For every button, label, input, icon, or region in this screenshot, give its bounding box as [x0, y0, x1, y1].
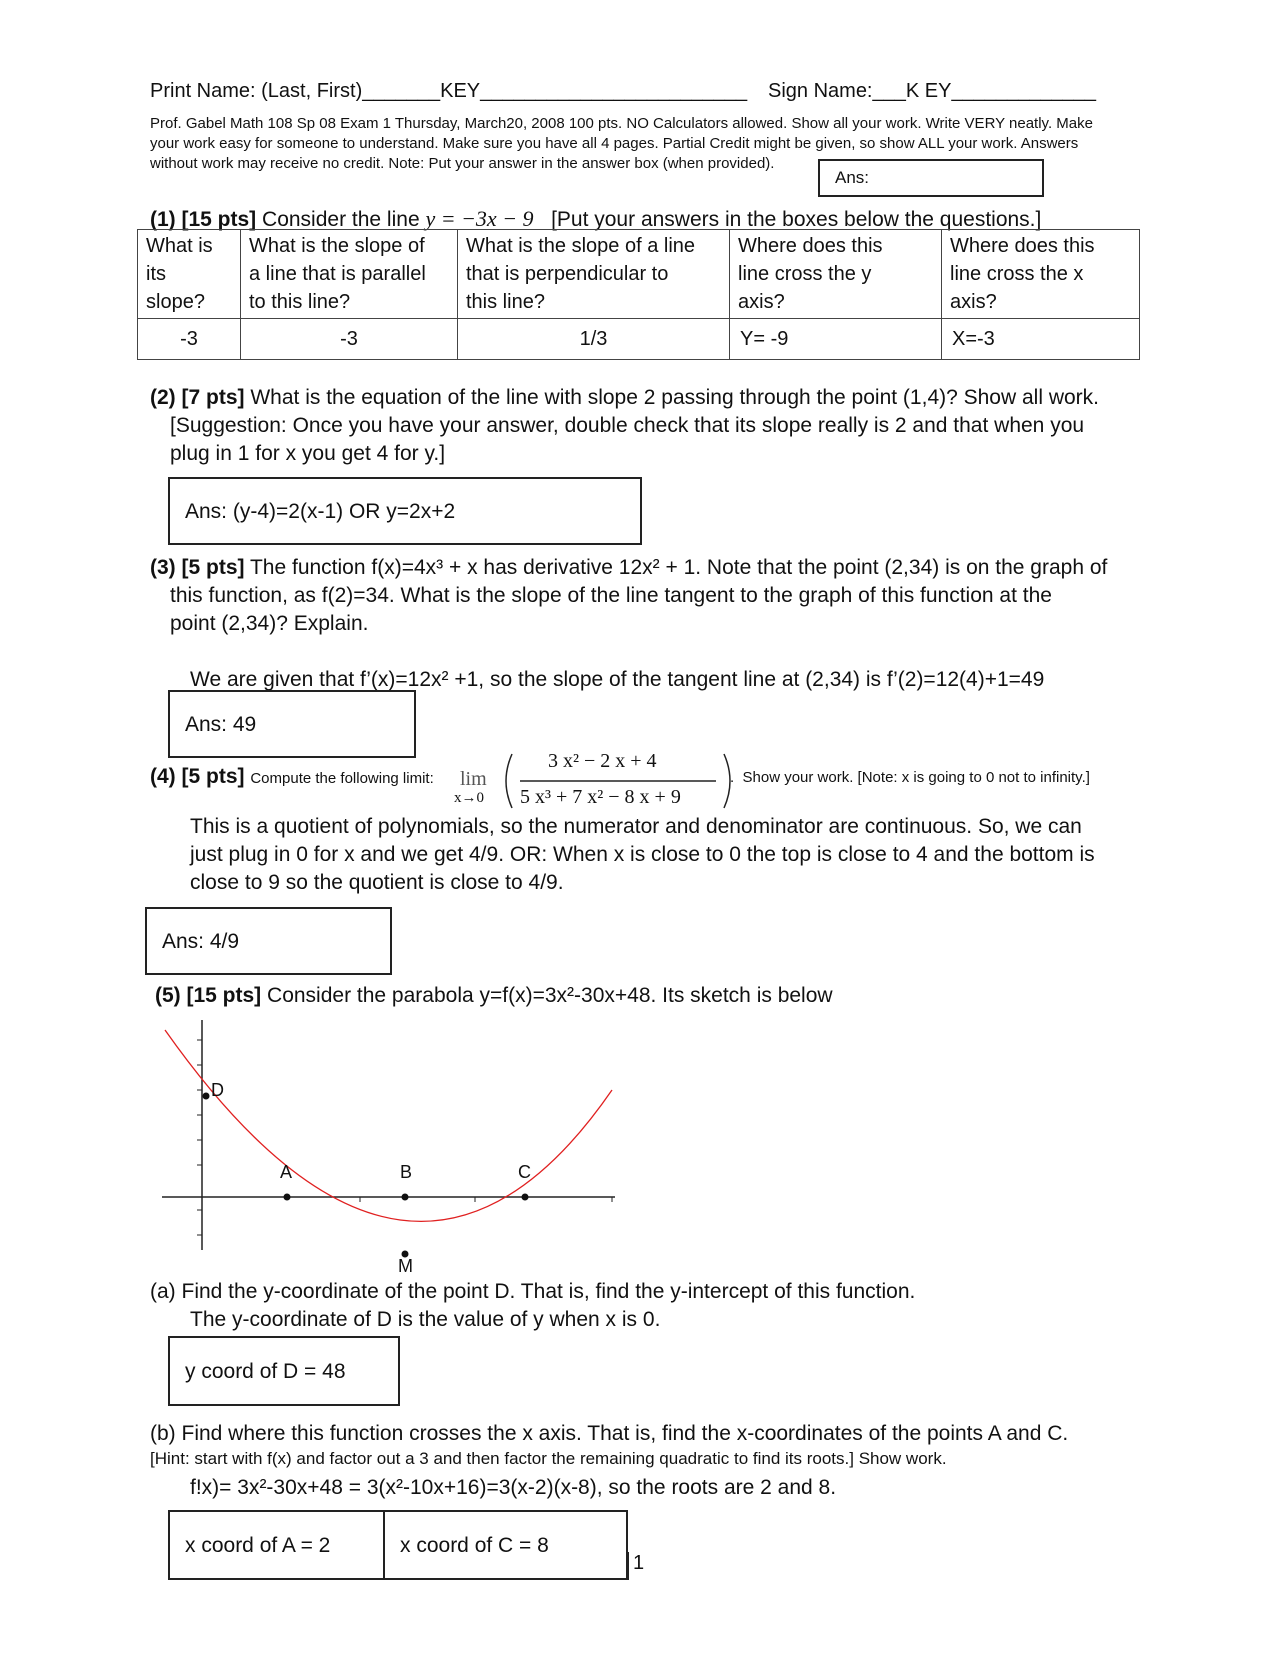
q5-part-b-hint: [Hint: start with f(x) and factor out a 3 and then factor the remaining quadratic to find its roots.] Show work. — [150, 1449, 947, 1468]
q4-prompt: Compute the following limit: — [250, 770, 434, 787]
label-b: B — [400, 1162, 413, 1182]
instructions-line-3: without work may receive no credit. Note: Put your answer in the answer box (when provided). — [150, 155, 775, 172]
q3-line-2: this function, as f(2)=34. What is the slope of the line tangent to the graph of this function at the — [170, 584, 1052, 607]
label-d: D — [211, 1080, 224, 1100]
q5-text: Consider the parabola y=f(x)=3x²-30x+48. Its sketch is below — [267, 984, 833, 1007]
q4-answer: Ans: 4/9 — [162, 930, 240, 953]
x-axis — [162, 1197, 615, 1202]
q2-line-1: (2) [7 pts] What is the equation of the line with slope 2 passing through the point (1,4)? Show all work. — [150, 386, 1100, 409]
page-number: 1 — [628, 1552, 644, 1580]
q2-line-2: [Suggestion: Once you have your answer, double check that its slope really is 2 and that when you — [170, 414, 1085, 437]
sign-name-value: K EY — [905, 80, 952, 102]
q5-part-b-work: f!x)= 3x²-30x+48 = 3(x²-10x+16)=3(x-2)(x-8), so the roots are 2 and 8. — [190, 1476, 837, 1499]
sign-name-tail: _____________ — [951, 80, 1097, 102]
instructions-line-1: Prof. Gabel Math 108 Sp 08 Exam 1 Thursday, March20, 2008 100 pts. NO Calculators allowed. Show all your work. Write VERY neatly. Make — [150, 115, 1093, 132]
q5a-answer: y coord of D = 48 — [185, 1360, 346, 1383]
q2-label: (2) [7 pts] — [150, 386, 245, 409]
q4-work-2: just plug in 0 for x and we get 4/9. OR: When x is close to 0 the top is close to 4 and the bottom is — [190, 843, 1095, 866]
header-answer-label: Ans: — [835, 168, 870, 187]
label-c: C — [518, 1162, 531, 1182]
q3-line-1: (3) [5 pts] The function f(x)=4x³ + x has derivative 12x² + 1. Note that the point (2,34) is on the graph of — [150, 556, 1108, 579]
sign-name-label: Sign Name:___ — [768, 80, 906, 102]
instructions-line-2: your work easy for someone to understand. Make sure you have all 4 pages. Partial Credit might be given, so show ALL your work. Answers — [150, 135, 1079, 152]
q1-text-a: Consider the line — [262, 208, 420, 231]
q3-answer: Ans: 49 — [185, 713, 257, 736]
q4-label: (4) [5 pts] — [150, 765, 245, 788]
q3-line-3: point (2,34)? Explain. — [170, 612, 369, 635]
q2-line-3: plug in 1 for x you get 4 for y.] — [170, 442, 446, 465]
q5-label: (5) [15 pts] — [155, 984, 262, 1007]
point-a — [284, 1194, 291, 1201]
point-b — [402, 1194, 409, 1201]
q1-answer-row — [138, 319, 1140, 360]
q5b-answer-a: x coord of A = 2 — [185, 1534, 331, 1557]
q1-header-3: What is the slope of a line that is perpendicular to this line? — [458, 230, 730, 319]
sign-name-line — [768, 80, 1096, 103]
q5b-answer-c: x coord of C = 8 — [400, 1534, 549, 1557]
q2-answer-box — [168, 477, 642, 545]
y-axis — [197, 1020, 202, 1250]
q1-equation: y = −3x − 9 — [425, 206, 534, 231]
q1-header-4: Where does this line cross the y axis? — [730, 230, 942, 319]
print-name-line: Print Name: (Last, First)_______KEY________________________ — [150, 80, 748, 102]
point-c — [522, 1194, 529, 1201]
q3-work: We are given that f’(x)=12x² +1, so the slope of the tangent line at (2,34) is f’(2)=12(4)+1=49 — [190, 668, 1045, 691]
q4-label-line — [150, 763, 434, 791]
q5-part-a-work: The y-coordinate of D is the value of y when x is 0. — [190, 1308, 661, 1331]
q3-label: (3) [5 pts] — [150, 556, 245, 579]
q1-answer-4: Y= -9 — [730, 319, 942, 360]
q4-after: . Show your work. [Note: x is going to 0 not to infinity.] — [730, 769, 1090, 786]
point-d — [203, 1093, 210, 1100]
q1-label: (1) [15 pts] — [150, 208, 257, 231]
q1-answer-3: 1/3 — [458, 319, 730, 360]
q4-lim: lim — [460, 768, 487, 790]
q2-answer: Ans: (y-4)=2(x-1) OR y=2x+2 — [185, 500, 456, 523]
q1-header-row — [138, 230, 1140, 319]
q1-header-5: Where does this line cross the x axis? — [942, 230, 1140, 319]
q1-answer-1: -3 — [138, 319, 241, 360]
q5-part-b: (b) Find where this function crosses the x axis. That is, find the x-coordinates of the points A and C. — [150, 1422, 1069, 1445]
q1-answer-2: -3 — [241, 319, 458, 360]
q5-prompt — [155, 982, 833, 1010]
q5a-answer-box — [168, 1336, 400, 1406]
q4-denominator: 5 x³ + 7 x² − 8 x + 9 — [520, 786, 681, 808]
q1-header-2: What is the slope of a line that is parallel to this line? — [241, 230, 458, 319]
q5b-answer-box-c — [383, 1510, 628, 1580]
q1-table — [137, 229, 1140, 360]
header-answer-box — [818, 159, 1044, 197]
parabola-sketch — [150, 1010, 630, 1270]
q4-work-1: This is a quotient of polynomials, so the numerator and denominator are continuous. So, we can — [190, 815, 1082, 838]
label-m: M — [398, 1256, 413, 1276]
label-a: A — [280, 1162, 293, 1182]
parabola-curve — [165, 1030, 612, 1221]
q4-left-paren — [506, 754, 512, 808]
q1-text-b: [Put your answers in the boxes below the questions.] — [551, 208, 1042, 231]
q5-part-a: (a) Find the y-coordinate of the point D. That is, find the y-intercept of this function. — [150, 1280, 916, 1303]
q5b-answer-box-a — [168, 1510, 385, 1580]
q3-answer-box — [168, 690, 416, 758]
q4-lim-sub: x→0 — [454, 790, 484, 806]
q1-header-1: What is its slope? — [138, 230, 241, 319]
q4-answer-box — [145, 907, 392, 975]
q4-work-3: close to 9 so the quotient is close to 4/9. — [190, 871, 564, 894]
q4-numerator: 3 x² − 2 x + 4 — [548, 750, 657, 772]
q1-answer-5: X=-3 — [942, 319, 1140, 360]
